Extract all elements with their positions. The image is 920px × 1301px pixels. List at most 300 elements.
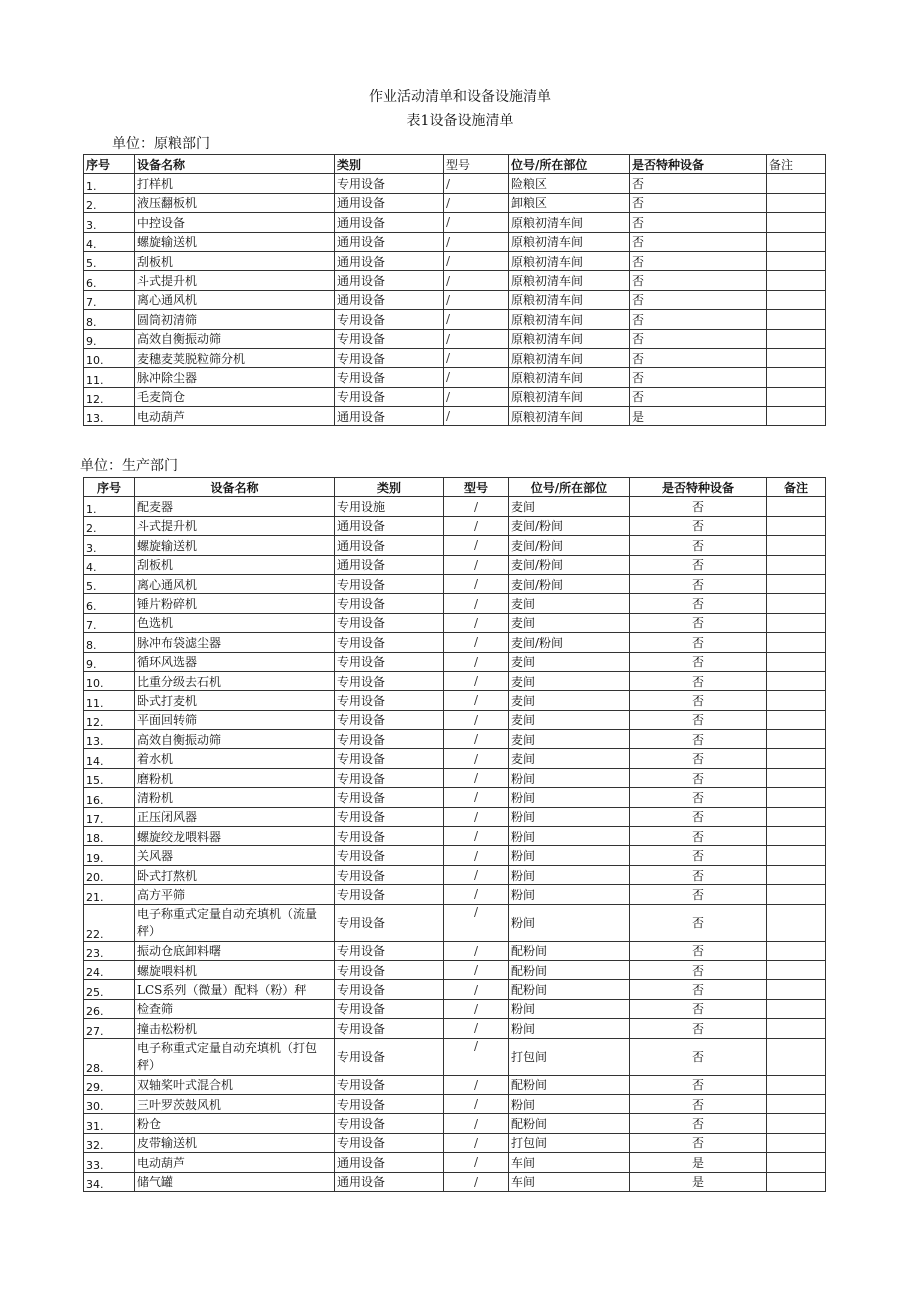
cell-location: 麦间: [509, 652, 630, 671]
cell-equipment-name: 卧式打麦机: [135, 691, 335, 710]
cell-equipment-name: 斗式提升机: [135, 516, 335, 535]
table-row: [84, 232, 826, 251]
cell-model: /: [444, 310, 509, 329]
cell-special-equipment: 否: [630, 387, 767, 406]
cell-location: 配粉间: [509, 941, 630, 960]
table-row: [84, 633, 826, 652]
cell-location: 粉间: [509, 1094, 630, 1113]
cell-equipment-name: 卧式打熬机: [135, 865, 335, 884]
cell-equipment-name: 脉冲除尘器: [135, 368, 335, 387]
cell-location: 麦间: [509, 613, 630, 632]
cell-index: 4.: [84, 232, 135, 251]
cell-special-equipment: 否: [630, 271, 767, 290]
cell-index: 20.: [84, 865, 135, 884]
cell-model: /: [444, 1019, 509, 1038]
cell-location: 粉间: [509, 846, 630, 865]
cell-category: 专用设备: [335, 1094, 444, 1113]
cell-model: /: [444, 807, 509, 826]
cell-model: /: [444, 232, 509, 251]
cell-location: 配粉间: [509, 1114, 630, 1133]
table-row: [84, 788, 826, 807]
cell-remarks: [767, 941, 826, 960]
cell-category: 专用设备: [335, 1075, 444, 1094]
table-row: [84, 251, 826, 270]
cell-location: 原粮初清车间: [509, 232, 630, 251]
cell-model: /: [444, 348, 509, 367]
cell-model: /: [444, 691, 509, 710]
cell-special-equipment: 否: [630, 904, 767, 941]
table-row: [84, 865, 826, 884]
cell-location: 麦间: [509, 594, 630, 613]
col-header-model: 型号: [444, 155, 509, 174]
cell-category: 专用设备: [335, 807, 444, 826]
cell-index: 6.: [84, 594, 135, 613]
cell-equipment-name: 电动葫芦: [135, 407, 335, 426]
cell-model: /: [444, 960, 509, 979]
cell-location: 麦间: [509, 749, 630, 768]
table-row: [84, 1038, 826, 1075]
cell-location: 粉间: [509, 768, 630, 787]
cell-category: 专用设备: [335, 749, 444, 768]
cell-location: 原粮初清车间: [509, 407, 630, 426]
cell-model: /: [444, 271, 509, 290]
cell-category: 专用设备: [335, 574, 444, 593]
cell-index: 1.: [84, 174, 135, 193]
cell-equipment-name: 高效自衡振动筛: [135, 329, 335, 348]
cell-special-equipment: 否: [630, 594, 767, 613]
col-header-name: 设备名称: [135, 478, 335, 497]
cell-location: 原粮初清车间: [509, 213, 630, 232]
cell-model: /: [444, 1172, 509, 1191]
cell-remarks: [767, 1114, 826, 1133]
cell-remarks: [767, 193, 826, 212]
cell-remarks: [767, 310, 826, 329]
cell-index: 33.: [84, 1153, 135, 1172]
cell-location: 粉间: [509, 827, 630, 846]
cell-remarks: [767, 594, 826, 613]
cell-special-equipment: 否: [630, 788, 767, 807]
cell-category: 专用设备: [335, 652, 444, 671]
cell-remarks: [767, 536, 826, 555]
cell-equipment-name: 检查筛: [135, 999, 335, 1018]
col-header-name: 设备名称: [135, 155, 335, 174]
cell-category: 通用设备: [335, 271, 444, 290]
cell-remarks: [767, 807, 826, 826]
cell-model: /: [444, 846, 509, 865]
cell-special-equipment: 否: [630, 749, 767, 768]
cell-remarks: [767, 174, 826, 193]
cell-location: 配粉间: [509, 980, 630, 999]
col-header-category: 类别: [335, 478, 444, 497]
cell-equipment-name: 振动仓底卸料曙: [135, 941, 335, 960]
cell-equipment-name: 清粉机: [135, 788, 335, 807]
cell-category: 专用设备: [335, 613, 444, 632]
cell-special-equipment: 否: [630, 536, 767, 555]
cell-model: /: [444, 536, 509, 555]
cell-category: 专用设备: [335, 788, 444, 807]
cell-category: 专用设备: [335, 1038, 444, 1075]
cell-model: /: [444, 290, 509, 309]
cell-index: 8.: [84, 310, 135, 329]
cell-special-equipment: 是: [630, 1153, 767, 1172]
table-row: [84, 387, 826, 406]
cell-remarks: [767, 980, 826, 999]
cell-category: 通用设备: [335, 1153, 444, 1172]
cell-special-equipment: 否: [630, 497, 767, 516]
cell-location: 原粮初清车间: [509, 329, 630, 348]
cell-category: 专用设备: [335, 999, 444, 1018]
cell-category: 专用设备: [335, 174, 444, 193]
table-header-row: [84, 155, 826, 174]
cell-remarks: [767, 368, 826, 387]
cell-location: 原粮初清车间: [509, 348, 630, 367]
cell-remarks: [767, 555, 826, 574]
cell-remarks: [767, 749, 826, 768]
cell-equipment-name: 液压翻板机: [135, 193, 335, 212]
cell-special-equipment: 否: [630, 960, 767, 979]
table-row: [84, 749, 826, 768]
cell-location: 麦间: [509, 710, 630, 729]
cell-index: 13.: [84, 730, 135, 749]
table-row: [84, 174, 826, 193]
cell-special-equipment: 否: [630, 710, 767, 729]
cell-location: 麦间: [509, 497, 630, 516]
cell-category: 专用设备: [335, 368, 444, 387]
section2-unit-label: 单位：生产部门: [80, 458, 178, 474]
col-header-location: 位号/所在部位: [509, 478, 630, 497]
cell-equipment-name: 三叶罗茨鼓风机: [135, 1094, 335, 1113]
table-row: [84, 1133, 826, 1152]
cell-model: /: [444, 788, 509, 807]
cell-equipment-name: 圆筒初清筛: [135, 310, 335, 329]
cell-remarks: [767, 290, 826, 309]
cell-remarks: [767, 691, 826, 710]
cell-index: 28.: [84, 1038, 135, 1075]
cell-model: /: [444, 368, 509, 387]
table-row: [84, 807, 826, 826]
cell-equipment-name: 皮带输送机: [135, 1133, 335, 1152]
cell-location: 粉间: [509, 885, 630, 904]
equipment-table-raw-grain: [83, 154, 826, 426]
cell-category: 通用设备: [335, 536, 444, 555]
cell-location: 险粮区: [509, 174, 630, 193]
cell-index: 15.: [84, 768, 135, 787]
cell-model: /: [444, 613, 509, 632]
cell-category: 专用设备: [335, 904, 444, 941]
cell-location: 配粉间: [509, 960, 630, 979]
col-header-remarks: 备注: [767, 155, 826, 174]
cell-model: /: [444, 671, 509, 690]
cell-index: 27.: [84, 1019, 135, 1038]
cell-location: 粉间: [509, 904, 630, 941]
cell-category: 通用设备: [335, 251, 444, 270]
cell-model: /: [444, 827, 509, 846]
table-row: [84, 536, 826, 555]
cell-category: 专用设备: [335, 1133, 444, 1152]
table-row: [84, 1153, 826, 1172]
cell-category: 专用设备: [335, 710, 444, 729]
cell-category: 专用设备: [335, 633, 444, 652]
cell-remarks: [767, 407, 826, 426]
table-row: [84, 885, 826, 904]
cell-special-equipment: 否: [630, 730, 767, 749]
cell-category: 通用设备: [335, 555, 444, 574]
cell-equipment-name: 螺旋输送机: [135, 536, 335, 555]
cell-index: 25.: [84, 980, 135, 999]
table-row: [84, 980, 826, 999]
cell-location: 原粮初清车间: [509, 310, 630, 329]
cell-index: 31.: [84, 1114, 135, 1133]
cell-category: 专用设备: [335, 671, 444, 690]
cell-special-equipment: 否: [630, 1094, 767, 1113]
cell-equipment-name: 螺旋喂料机: [135, 960, 335, 979]
col-header-special: 是否特种设备: [630, 155, 767, 174]
cell-index: 19.: [84, 846, 135, 865]
document-title: 作业活动清单和设备设施清单: [369, 89, 551, 105]
cell-location: 原粮初清车间: [509, 271, 630, 290]
cell-special-equipment: 否: [630, 290, 767, 309]
cell-equipment-name: 锤片粉碎机: [135, 594, 335, 613]
cell-special-equipment: 否: [630, 671, 767, 690]
cell-index: 7.: [84, 290, 135, 309]
cell-location: 粉间: [509, 865, 630, 884]
cell-remarks: [767, 671, 826, 690]
cell-remarks: [767, 574, 826, 593]
cell-special-equipment: 否: [630, 329, 767, 348]
cell-category: 专用设备: [335, 846, 444, 865]
cell-model: /: [444, 213, 509, 232]
cell-location: 车间: [509, 1153, 630, 1172]
cell-special-equipment: 是: [630, 1172, 767, 1191]
cell-location: 麦间/粉间: [509, 516, 630, 535]
cell-equipment-name: 着水机: [135, 749, 335, 768]
cell-model: /: [444, 865, 509, 884]
cell-special-equipment: 否: [630, 1075, 767, 1094]
cell-location: 粉间: [509, 999, 630, 1018]
cell-index: 12.: [84, 387, 135, 406]
equipment-table-production: [83, 477, 826, 1192]
cell-index: 2.: [84, 516, 135, 535]
cell-remarks: [767, 1094, 826, 1113]
cell-location: 卸粮区: [509, 193, 630, 212]
col-header-special: 是否特种设备: [630, 478, 767, 497]
cell-special-equipment: 否: [630, 652, 767, 671]
cell-location: 原粮初清车间: [509, 368, 630, 387]
cell-special-equipment: 否: [630, 1038, 767, 1075]
cell-index: 18.: [84, 827, 135, 846]
col-header-category: 类别: [335, 155, 444, 174]
cell-category: 专用设备: [335, 1114, 444, 1133]
col-header-location: 位号/所在部位: [509, 155, 630, 174]
cell-category: 专用设备: [335, 691, 444, 710]
cell-special-equipment: 否: [630, 174, 767, 193]
cell-special-equipment: 否: [630, 980, 767, 999]
cell-index: 10.: [84, 671, 135, 690]
cell-model: /: [444, 1094, 509, 1113]
table-row: [84, 407, 826, 426]
cell-equipment-name: 比重分级去石机: [135, 671, 335, 690]
table-row: [84, 497, 826, 516]
cell-remarks: [767, 387, 826, 406]
cell-equipment-name: 正压闭风器: [135, 807, 335, 826]
table-row: [84, 1172, 826, 1191]
cell-index: 22.: [84, 904, 135, 941]
cell-special-equipment: 否: [630, 574, 767, 593]
cell-category: 通用设备: [335, 407, 444, 426]
cell-equipment-name: LCS系列（微量）配料（粉）秤: [135, 980, 335, 999]
cell-equipment-name: 中控设备: [135, 213, 335, 232]
cell-location: 打包间: [509, 1133, 630, 1152]
cell-location: 粉间: [509, 807, 630, 826]
cell-remarks: [767, 768, 826, 787]
cell-special-equipment: 否: [630, 613, 767, 632]
cell-remarks: [767, 885, 826, 904]
cell-model: /: [444, 574, 509, 593]
cell-model: /: [444, 174, 509, 193]
cell-index: 5.: [84, 574, 135, 593]
cell-category: 专用设备: [335, 980, 444, 999]
cell-category: 专用设备: [335, 730, 444, 749]
cell-remarks: [767, 633, 826, 652]
cell-index: 21.: [84, 885, 135, 904]
cell-model: /: [444, 497, 509, 516]
cell-index: 11.: [84, 691, 135, 710]
cell-model: /: [444, 516, 509, 535]
cell-equipment-name: 脉冲布袋滤尘器: [135, 633, 335, 652]
cell-special-equipment: 否: [630, 516, 767, 535]
cell-model: /: [444, 1038, 509, 1075]
cell-location: 麦间: [509, 730, 630, 749]
cell-location: 原粮初清车间: [509, 251, 630, 270]
col-header-remarks: 备注: [767, 478, 826, 497]
cell-model: /: [444, 633, 509, 652]
table-row: [84, 329, 826, 348]
table-row: [84, 193, 826, 212]
cell-location: 麦间/粉间: [509, 574, 630, 593]
table-row: [84, 1075, 826, 1094]
cell-location: 车间: [509, 1172, 630, 1191]
table-row: [84, 368, 826, 387]
cell-equipment-name: 刮板机: [135, 251, 335, 270]
table-row: [84, 516, 826, 535]
table-row: [84, 310, 826, 329]
cell-index: 14.: [84, 749, 135, 768]
cell-location: 麦间: [509, 691, 630, 710]
table-row: [84, 1019, 826, 1038]
cell-model: /: [444, 730, 509, 749]
table-row: [84, 290, 826, 309]
cell-index: 29.: [84, 1075, 135, 1094]
cell-equipment-name: 离心通风机: [135, 574, 335, 593]
cell-remarks: [767, 1075, 826, 1094]
cell-location: 麦间/粉间: [509, 536, 630, 555]
cell-index: 3.: [84, 213, 135, 232]
cell-index: 6.: [84, 271, 135, 290]
cell-remarks: [767, 1153, 826, 1172]
table-row: [84, 555, 826, 574]
cell-equipment-name: 电子称重式定量自动充填机（打包秤）: [135, 1038, 335, 1075]
cell-location: 麦间/粉间: [509, 633, 630, 652]
cell-equipment-name: 高方平筛: [135, 885, 335, 904]
table-row: [84, 671, 826, 690]
cell-special-equipment: 是: [630, 407, 767, 426]
cell-index: 9.: [84, 652, 135, 671]
cell-category: 专用设备: [335, 387, 444, 406]
table-header-row: [84, 478, 826, 497]
cell-equipment-name: 电动葫芦: [135, 1153, 335, 1172]
cell-equipment-name: 刮板机: [135, 555, 335, 574]
cell-model: /: [444, 710, 509, 729]
cell-special-equipment: 否: [630, 999, 767, 1018]
cell-category: 通用设备: [335, 1172, 444, 1191]
cell-model: /: [444, 1153, 509, 1172]
cell-equipment-name: 平面回转筛: [135, 710, 335, 729]
cell-model: /: [444, 387, 509, 406]
cell-special-equipment: 否: [630, 213, 767, 232]
cell-category: 通用设备: [335, 290, 444, 309]
cell-location: 粉间: [509, 1019, 630, 1038]
cell-remarks: [767, 251, 826, 270]
cell-remarks: [767, 271, 826, 290]
cell-index: 17.: [84, 807, 135, 826]
cell-index: 1.: [84, 497, 135, 516]
cell-model: /: [444, 1133, 509, 1152]
cell-equipment-name: 储气罐: [135, 1172, 335, 1191]
cell-special-equipment: 否: [630, 232, 767, 251]
cell-remarks: [767, 613, 826, 632]
cell-category: 专用设备: [335, 310, 444, 329]
cell-remarks: [767, 348, 826, 367]
table-row: [84, 768, 826, 787]
cell-index: 23.: [84, 941, 135, 960]
cell-model: /: [444, 652, 509, 671]
cell-index: 5.: [84, 251, 135, 270]
cell-model: /: [444, 999, 509, 1018]
cell-remarks: [767, 1038, 826, 1075]
cell-special-equipment: 否: [630, 1133, 767, 1152]
table-caption: 表1设备设施清单: [406, 113, 514, 129]
cell-category: 专用设备: [335, 941, 444, 960]
cell-location: 粉间: [509, 788, 630, 807]
cell-model: /: [444, 407, 509, 426]
col-header-index: 序号: [84, 478, 135, 497]
cell-model: /: [444, 329, 509, 348]
cell-remarks: [767, 213, 826, 232]
cell-special-equipment: 否: [630, 691, 767, 710]
cell-equipment-name: 打样机: [135, 174, 335, 193]
cell-equipment-name: 麦穗麦荚脱粒筛分机: [135, 348, 335, 367]
cell-index: 24.: [84, 960, 135, 979]
cell-index: 8.: [84, 633, 135, 652]
cell-special-equipment: 否: [630, 1019, 767, 1038]
table-row: [84, 691, 826, 710]
cell-category: 专用设备: [335, 329, 444, 348]
cell-equipment-name: 粉仓: [135, 1114, 335, 1133]
cell-category: 专用设备: [335, 348, 444, 367]
cell-remarks: [767, 960, 826, 979]
cell-remarks: [767, 329, 826, 348]
cell-model: /: [444, 749, 509, 768]
cell-category: 通用设备: [335, 193, 444, 212]
cell-special-equipment: 否: [630, 310, 767, 329]
cell-equipment-name: 高效自衡振动筛: [135, 730, 335, 749]
table-row: [84, 999, 826, 1018]
cell-equipment-name: 双轴桨叶式混合机: [135, 1075, 335, 1094]
cell-index: 2.: [84, 193, 135, 212]
cell-category: 专用设施: [335, 497, 444, 516]
cell-index: 4.: [84, 555, 135, 574]
cell-category: 通用设备: [335, 232, 444, 251]
